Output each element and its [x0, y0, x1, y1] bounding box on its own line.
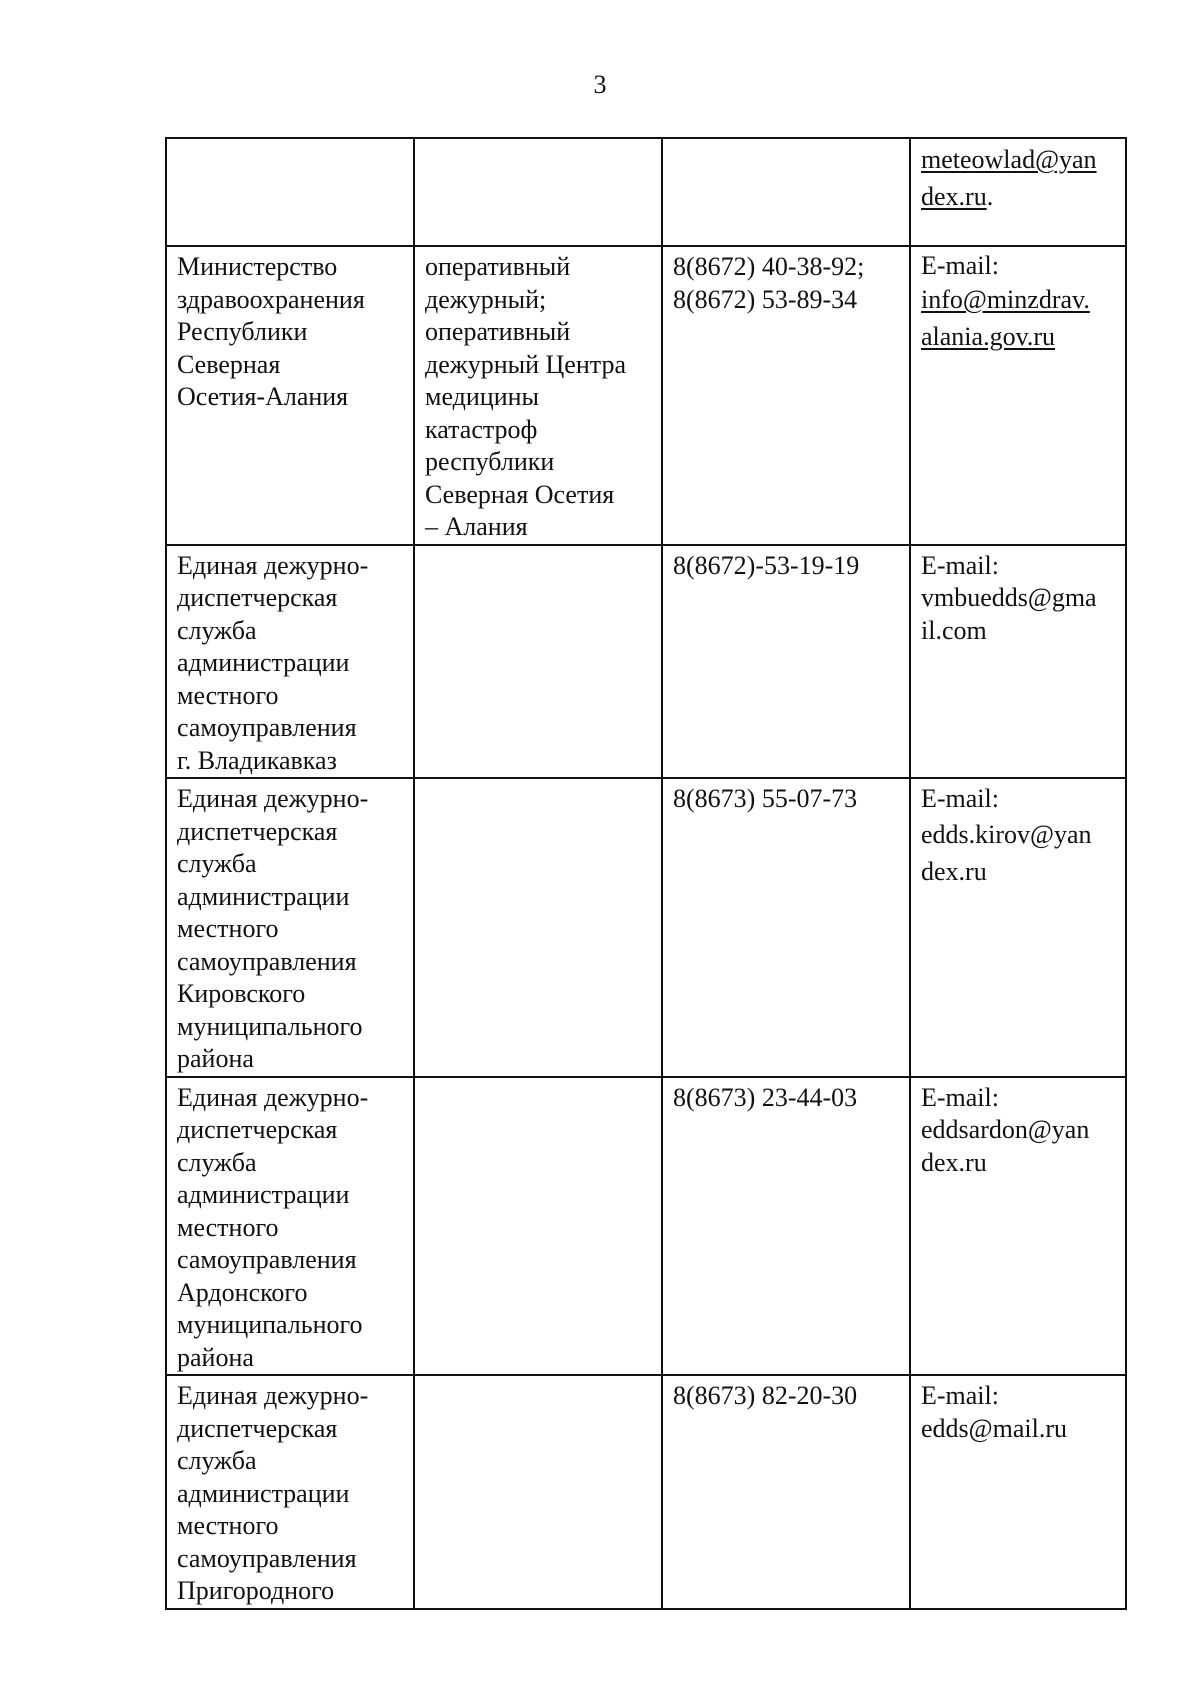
- email-label: E-mail:: [921, 251, 999, 280]
- org-cell: [166, 138, 414, 246]
- email-text: edds@mail.ru: [921, 1413, 1067, 1443]
- contacts-table: [165, 137, 1127, 1610]
- org-cell: Единая дежурно- диспетчерская служба администрации местного самоуправления г. Владикавказ: [166, 545, 414, 779]
- email-link[interactable]: info@minzdrav. alania.gov.ru: [921, 285, 1090, 351]
- org-cell: Единая дежурно- диспетчерская служба администрации местного самоуправления Пригородного: [166, 1375, 414, 1609]
- page-number: 3: [593, 70, 607, 99]
- email-cell: [910, 1375, 1126, 1609]
- table-row: [166, 246, 1126, 545]
- email-cell: [910, 138, 1126, 246]
- org-cell: Единая дежурно- диспетчерская служба администрации местного самоуправления Ардонского муниципального района: [166, 1077, 414, 1376]
- email-cell: [910, 545, 1126, 779]
- table-row: [166, 138, 1126, 246]
- phone-cell: 8(8673) 82-20-30: [662, 1375, 910, 1609]
- email-text: vmbuedds@gma il.com: [921, 583, 1097, 645]
- email-suffix: .: [986, 182, 994, 211]
- phone-cell: 8(8673) 55-07-73: [662, 778, 910, 1077]
- role-cell: [414, 778, 662, 1077]
- org-cell: Министерство здравоохранения Республики Северная Осетия-Алания: [166, 246, 414, 545]
- email-label: E-mail:: [921, 550, 999, 580]
- role-cell: [414, 138, 662, 246]
- email-label: E-mail:: [921, 1381, 999, 1410]
- email-label: E-mail:: [921, 784, 999, 813]
- phone-cell: 8(8673) 23-44-03: [662, 1077, 910, 1376]
- email-text: eddsardon@yan dex.ru: [921, 1115, 1090, 1177]
- table-row: [166, 1375, 1126, 1609]
- email-cell: [910, 778, 1126, 1077]
- table-row: [166, 1077, 1126, 1376]
- role-cell: [414, 545, 662, 779]
- role-cell: оперативный дежурный; оперативный дежурный Центра медицины катастроф республики Северная Осетия – Алания: [414, 246, 662, 545]
- phone-cell: [662, 138, 910, 246]
- email-cell: [910, 246, 1126, 545]
- phone-cell: 8(8672) 40-38-92; 8(8672) 53-89-34: [662, 246, 910, 545]
- role-cell: [414, 1077, 662, 1376]
- email-label: E-mail:: [921, 1082, 999, 1112]
- role-cell: [414, 1375, 662, 1609]
- email-cell: [910, 1077, 1126, 1376]
- phone-cell: 8(8672)-53-19-19: [662, 545, 910, 779]
- org-cell: Единая дежурно- диспетчерская служба администрации местного самоуправления Кировского муниципального района: [166, 778, 414, 1077]
- email-link[interactable]: meteowlad@yan dex.ru: [921, 145, 1097, 211]
- email-text: edds.kirov@yan dex.ru: [921, 819, 1092, 886]
- table-row: [166, 778, 1126, 1077]
- table-row: [166, 545, 1126, 779]
